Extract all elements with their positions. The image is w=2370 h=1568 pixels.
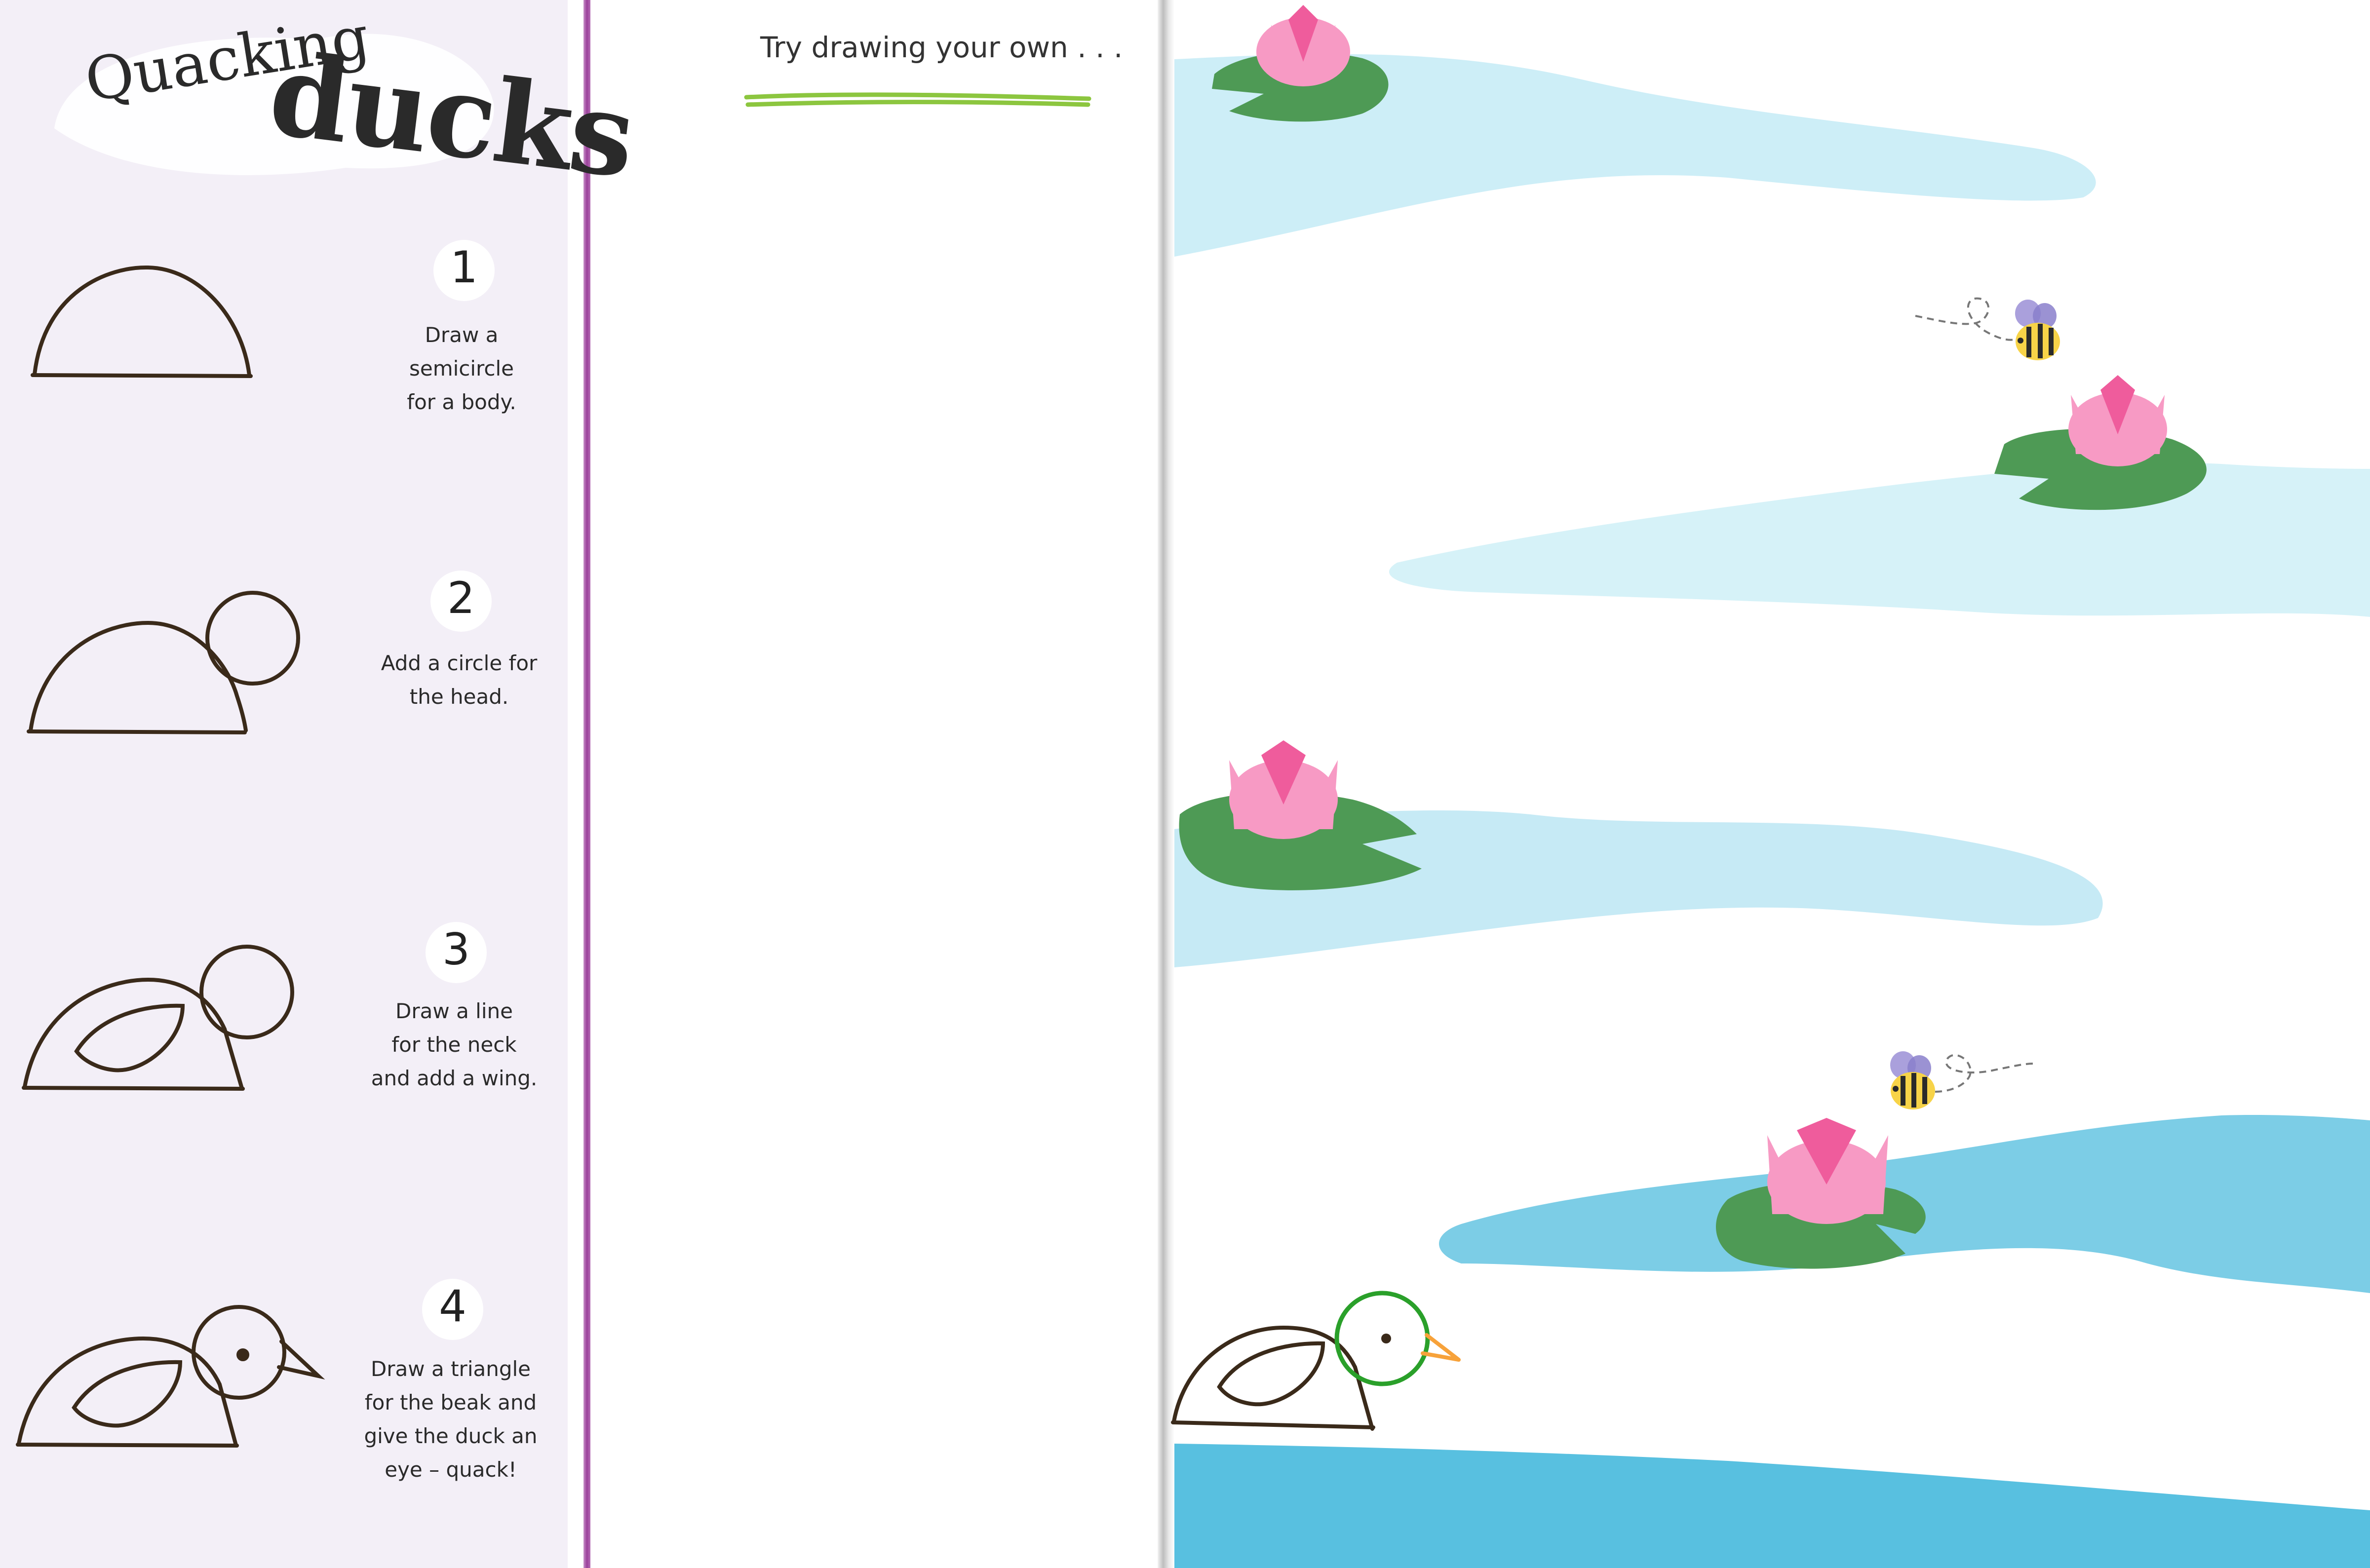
step-4-text: Draw a triangle for the beak and give the duck an eye – quack!: [364, 1357, 538, 1482]
step-1-drawing: [33, 268, 251, 376]
title-quacking: Quacking: [80, 3, 374, 116]
bee-2: [1890, 1051, 2034, 1109]
example-duck: [1173, 1293, 1459, 1429]
step-4-drawing: [18, 1307, 318, 1446]
step-2-number: 2: [447, 573, 475, 623]
step-1-number: 1: [450, 242, 478, 293]
title-ducks: ducks: [263, 27, 640, 204]
water-stripe-5: [1174, 1444, 2370, 1568]
water-lily-4: [1716, 1118, 1926, 1269]
step-1-text: Draw a semicircle for a body.: [407, 323, 516, 414]
step-3-text: Draw a line for the neck and add a wing.: [371, 999, 538, 1090]
prompt-underline: [746, 95, 1089, 105]
step-2-text: Add a circle for the head.: [381, 651, 538, 709]
step-3-drawing: [24, 947, 292, 1089]
water-stripe-2: [1389, 463, 2370, 617]
step-3-number: 3: [442, 924, 470, 975]
water-lily-3: [1179, 740, 1422, 890]
try-drawing-prompt: Try drawing your own . . .: [760, 31, 1123, 64]
step-2-drawing: [29, 593, 298, 732]
step-4-number: 4: [439, 1281, 466, 1332]
bee-1: [1915, 299, 2060, 360]
